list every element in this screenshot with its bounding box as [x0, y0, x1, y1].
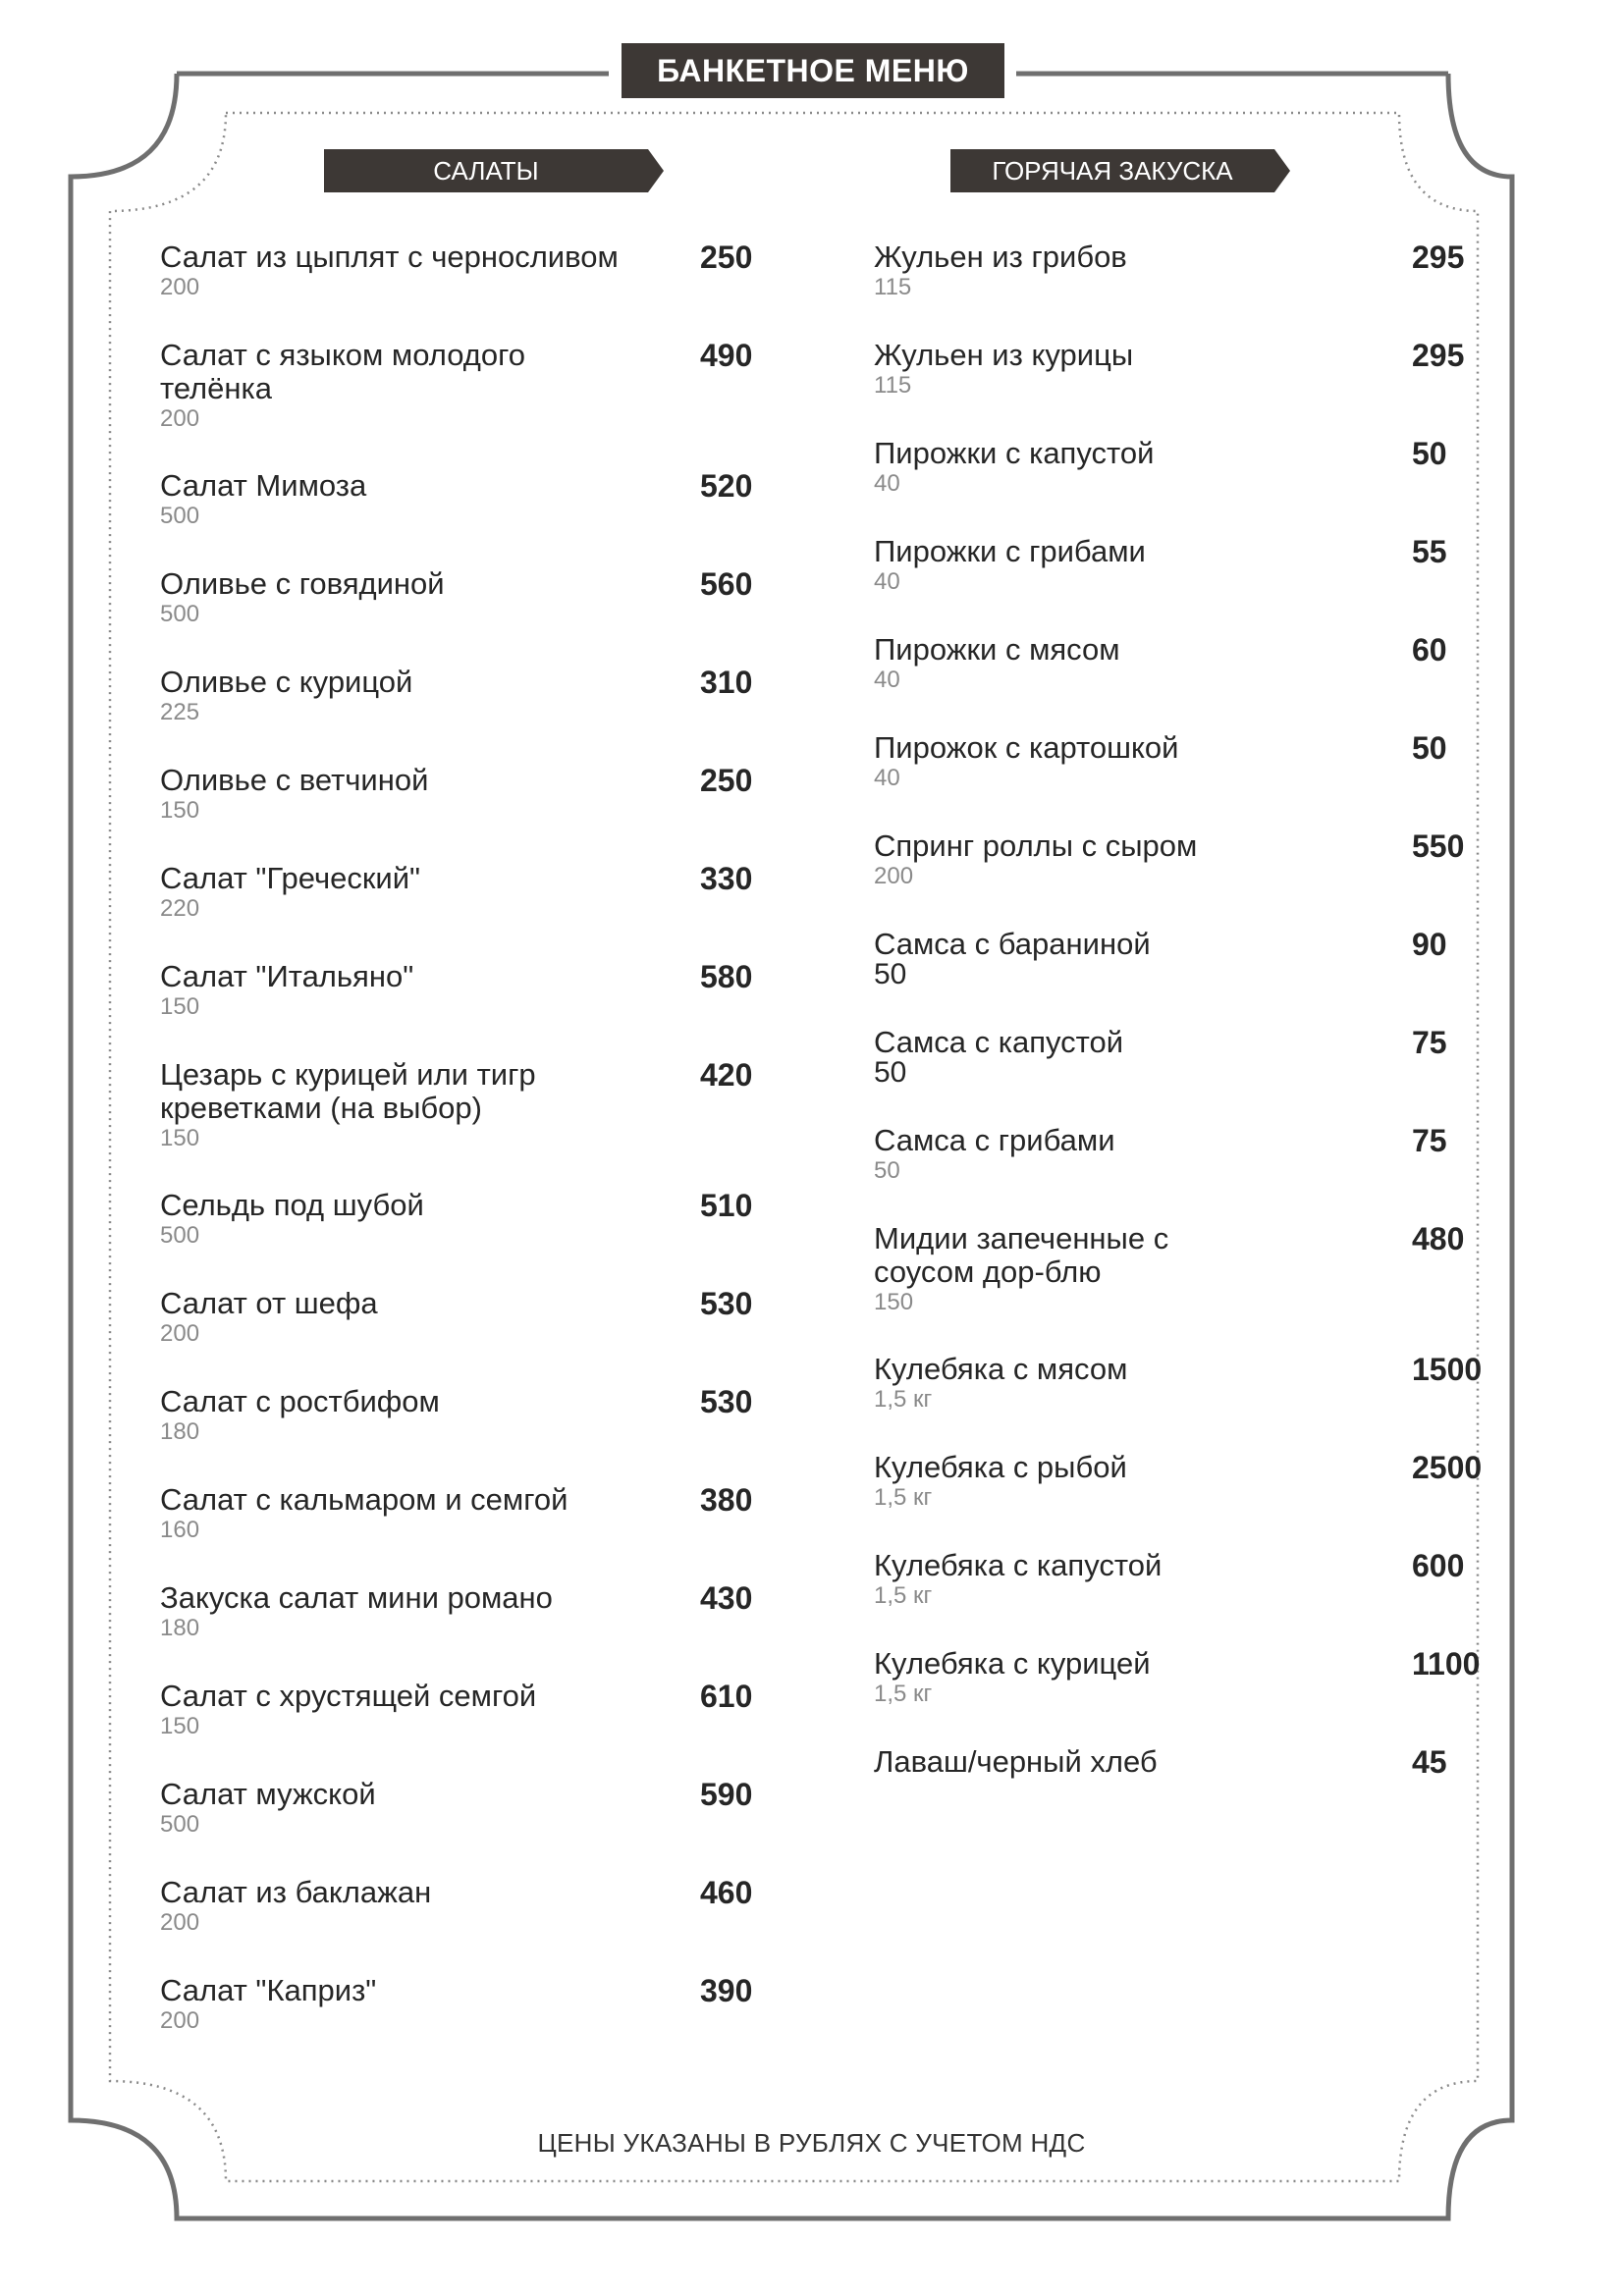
item-name: Салат с ростбифом	[160, 1384, 440, 1418]
menu-item	[160, 1974, 774, 2072]
item-name: Самса с грибами	[874, 1123, 1115, 1157]
item-price: 510	[700, 1188, 753, 1223]
item-price: 50	[1412, 436, 1447, 471]
item-weight: 220	[160, 895, 200, 922]
item-name: Кулебяка с курицей	[874, 1646, 1151, 1681]
item-weight: 150	[874, 1289, 914, 1315]
item-weight: 500	[160, 1811, 200, 1838]
item-weight: 1,5 кг	[874, 1582, 933, 1609]
item-price: 1100	[1412, 1646, 1481, 1682]
menu-item	[874, 535, 1494, 633]
item-weight: 150	[160, 1125, 200, 1151]
vat-notice: ЦЕНЫ УКАЗАНЫ В РУБЛЯХ С УЧЕТОМ НДС	[537, 2128, 1086, 2158]
item-name: Цезарь с курицей или тигр креветками (на выбор)	[160, 1057, 536, 1125]
item-weight: 40	[874, 667, 900, 693]
item-name: Салат "Каприз"	[160, 1973, 377, 2007]
item-price: 2500	[1412, 1450, 1483, 1485]
menu-item	[160, 666, 774, 764]
item-name: Самса с бараниной	[874, 927, 1151, 961]
item-weight: 40	[874, 568, 900, 595]
item-price: 600	[1412, 1548, 1465, 1583]
hot-appetizers-list	[874, 240, 1494, 1843]
item-weight: 200	[160, 1320, 200, 1347]
menu-item	[160, 1680, 774, 1778]
menu-item	[160, 960, 774, 1058]
item-name: Закуска салат мини романо	[160, 1580, 553, 1615]
item-weight: 50	[874, 958, 907, 990]
menu-item	[874, 437, 1494, 535]
item-name: Пирожки с мясом	[874, 632, 1120, 667]
menu-item	[160, 1287, 774, 1385]
item-price: 250	[700, 763, 753, 798]
menu-item	[874, 1353, 1494, 1451]
item-price: 420	[700, 1057, 753, 1093]
item-price: 295	[1412, 240, 1465, 275]
item-name: Салат из баклажан	[160, 1875, 432, 1909]
item-name: Оливье с говядиной	[160, 566, 445, 601]
menu-item	[160, 1483, 774, 1581]
item-weight: 1,5 кг	[874, 1484, 933, 1511]
item-weight: 500	[160, 503, 200, 529]
item-price: 45	[1412, 1744, 1447, 1780]
section-header-hot-appetizers: ГОРЯЧАЯ ЗАКУСКА	[950, 149, 1274, 192]
item-name: Пирожки с грибами	[874, 534, 1146, 568]
item-price: 490	[700, 338, 753, 373]
item-name: Салат с кальмаром и семгой	[160, 1482, 568, 1517]
item-price: 610	[700, 1679, 753, 1714]
menu-item	[160, 1385, 774, 1483]
menu-item	[874, 1647, 1494, 1745]
item-weight: 40	[874, 765, 900, 791]
item-weight: 115	[874, 274, 912, 300]
item-name: Салат с хрустящей семгой	[160, 1679, 537, 1713]
item-weight: 115	[874, 372, 912, 399]
menu-item	[874, 240, 1494, 339]
item-weight: 225	[160, 699, 200, 725]
salads-list	[160, 240, 774, 2072]
menu-item	[160, 1058, 774, 1189]
menu-item	[874, 1745, 1494, 1843]
item-price: 530	[700, 1384, 753, 1419]
item-price: 560	[700, 566, 753, 602]
item-weight: 200	[160, 1909, 200, 1936]
item-price: 90	[1412, 927, 1447, 962]
item-weight: 180	[160, 1418, 200, 1445]
item-weight: 40	[874, 470, 900, 497]
item-name: Салат "Греческий"	[160, 861, 421, 895]
item-price: 550	[1412, 828, 1465, 864]
item-weight: 150	[160, 797, 200, 824]
item-name: Салат от шефа	[160, 1286, 378, 1320]
item-weight: 150	[160, 1713, 200, 1739]
menu-item	[160, 1581, 774, 1680]
item-name: Жульен из грибов	[874, 240, 1127, 274]
item-price: 390	[700, 1973, 753, 2008]
item-weight: 200	[160, 2007, 200, 2034]
menu-item	[160, 469, 774, 567]
item-name: Кулебяка с рыбой	[874, 1450, 1127, 1484]
item-name: Самса с капустой	[874, 1025, 1124, 1059]
menu-item	[874, 339, 1494, 437]
item-price: 75	[1412, 1025, 1447, 1060]
item-name: Салат Мимоза	[160, 468, 367, 503]
item-name: Пирожок с картошкой	[874, 730, 1179, 765]
item-weight: 1,5 кг	[874, 1681, 933, 1707]
menu-item	[874, 829, 1494, 928]
menu-item	[160, 339, 774, 469]
menu-item	[874, 1222, 1494, 1353]
item-price: 310	[700, 665, 753, 700]
menu-item	[874, 731, 1494, 829]
menu-item	[874, 1026, 1494, 1124]
item-name: Кулебяка с капустой	[874, 1548, 1163, 1582]
item-price: 75	[1412, 1123, 1447, 1158]
menu-item	[874, 1451, 1494, 1549]
item-price: 430	[700, 1580, 753, 1616]
item-price: 1500	[1412, 1352, 1483, 1387]
item-weight: 50	[874, 1157, 900, 1184]
item-price: 520	[700, 468, 753, 504]
item-name: Оливье с ветчиной	[160, 763, 429, 797]
item-price: 530	[700, 1286, 753, 1321]
item-weight: 1,5 кг	[874, 1386, 933, 1413]
menu-item	[874, 1124, 1494, 1222]
menu-item	[874, 928, 1494, 1026]
item-name: Лаваш/черный хлеб	[874, 1744, 1158, 1779]
menu-item	[874, 633, 1494, 731]
menu-title: БАНКЕТНОЕ МЕНЮ	[622, 43, 1004, 98]
item-price: 60	[1412, 632, 1447, 667]
item-name: Салат из цыплят с черносливом	[160, 240, 619, 274]
item-name: Пирожки с капустой	[874, 436, 1155, 470]
menu-item	[160, 1876, 774, 1974]
menu-item	[160, 1189, 774, 1287]
item-weight: 200	[874, 863, 914, 889]
item-weight: 150	[160, 993, 200, 1020]
item-name: Оливье с курицой	[160, 665, 413, 699]
item-price: 380	[700, 1482, 753, 1518]
item-name: Сельдь под шубой	[160, 1188, 424, 1222]
item-weight: 50	[874, 1056, 907, 1089]
item-name: Салат с языком молодого телёнка	[160, 338, 525, 405]
item-name: Мидии запеченные с соусом дор-блю	[874, 1221, 1169, 1289]
menu-item	[874, 1549, 1494, 1647]
item-price: 295	[1412, 338, 1465, 373]
menu-item	[160, 567, 774, 666]
item-name: Спринг роллы с сыром	[874, 828, 1198, 863]
item-name: Салат мужской	[160, 1777, 376, 1811]
item-price: 330	[700, 861, 753, 896]
item-name: Салат "Итальяно"	[160, 959, 414, 993]
item-price: 50	[1412, 730, 1447, 766]
item-weight: 160	[160, 1517, 200, 1543]
item-price: 460	[700, 1875, 753, 1910]
item-weight: 200	[160, 405, 200, 432]
menu-item	[160, 862, 774, 960]
item-price: 580	[700, 959, 753, 994]
item-price: 250	[700, 240, 753, 275]
item-price: 55	[1412, 534, 1447, 569]
item-weight: 500	[160, 1222, 200, 1249]
item-price: 590	[700, 1777, 753, 1812]
item-weight: 200	[160, 274, 200, 300]
menu-item	[160, 240, 774, 339]
item-weight: 180	[160, 1615, 200, 1641]
item-name: Жульен из курицы	[874, 338, 1134, 372]
item-weight: 500	[160, 601, 200, 627]
menu-item	[160, 764, 774, 862]
section-header-salads: САЛАТЫ	[324, 149, 648, 192]
item-price: 480	[1412, 1221, 1465, 1256]
item-name: Кулебяка с мясом	[874, 1352, 1128, 1386]
menu-item	[160, 1778, 774, 1876]
